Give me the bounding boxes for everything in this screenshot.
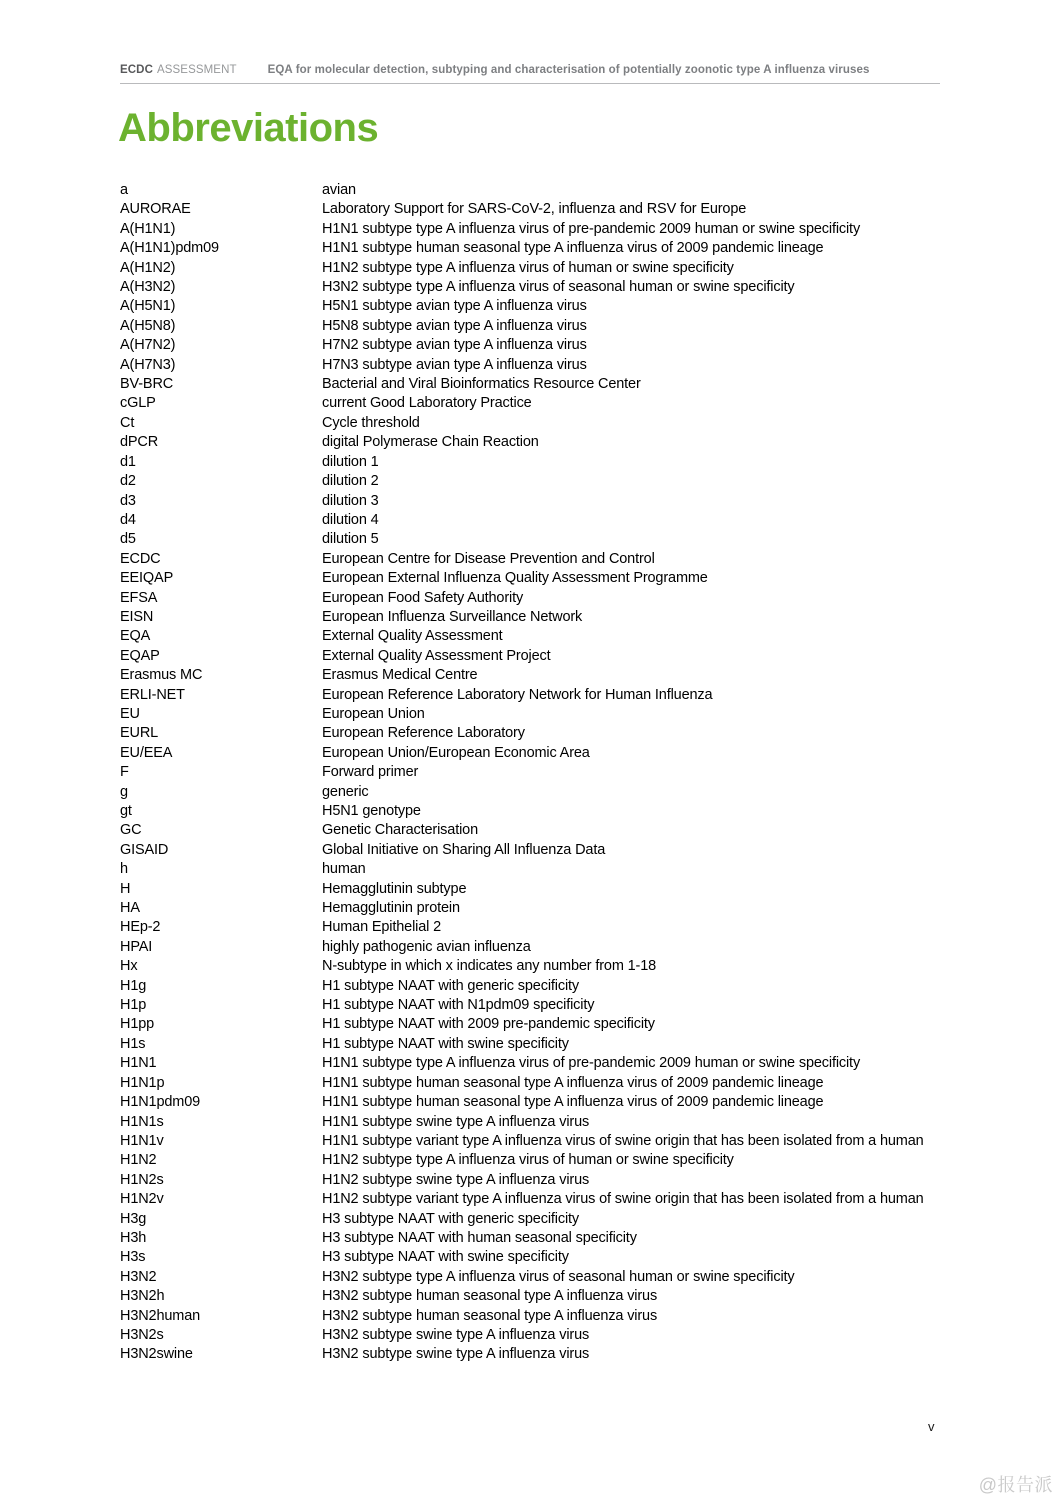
abbreviation-row (120, 336, 944, 355)
report-title: EQA for molecular detection, subtyping and characterisation of potentially zoonotic type A influenza viruses (267, 64, 870, 76)
abbreviation-term: gt (120, 803, 132, 819)
abbreviation-definition: Erasmus Medical Centre (322, 667, 478, 684)
abbreviation-definition: European Union (322, 705, 425, 722)
page-number: v (928, 1419, 935, 1434)
abbreviation-definition: H5N8 subtype avian type A influenza virus (322, 317, 587, 334)
abbreviation-term: d5 (120, 531, 136, 548)
abbreviation-term: dPCR (120, 434, 159, 451)
abbreviation-term: EURL (120, 725, 159, 742)
abbreviation-row (120, 1229, 944, 1248)
abbreviation-term: ERLI-NET (120, 686, 185, 703)
abbreviation-row (120, 200, 944, 219)
abbreviation-definition: External Quality Assessment (322, 628, 503, 645)
abbreviation-row (120, 472, 944, 491)
abbreviation-term: A(H1N1)pdm09 (120, 240, 219, 257)
abbreviation-row (120, 375, 944, 394)
abbreviation-term: EQA (120, 628, 151, 645)
abbreviation-definition: H3N2 subtype type A influenza virus of seasonal human or swine specificity (322, 1268, 795, 1285)
abbreviation-row (120, 259, 944, 278)
abbreviation-row (120, 841, 944, 860)
abbreviation-term: HA (120, 900, 140, 917)
abbreviation-term: EFSA (120, 589, 158, 606)
abbreviation-row (120, 1190, 944, 1209)
abbreviation-row (120, 821, 944, 840)
abbreviation-term: H3N2 (120, 1268, 157, 1285)
abbreviation-row (120, 511, 944, 530)
abbreviation-term: H3N2h (120, 1288, 165, 1305)
abbreviation-definition: H7N2 subtype avian type A influenza virus (322, 337, 587, 354)
abbreviation-term: H1N2 (120, 1152, 157, 1169)
abbreviation-row (120, 860, 944, 879)
abbreviation-row (120, 705, 944, 724)
abbreviation-row (120, 433, 944, 452)
abbreviation-row (120, 239, 944, 258)
abbreviation-definition: highly pathogenic avian influenza (322, 938, 531, 955)
abbreviation-row (120, 356, 944, 375)
abbreviation-term: a (120, 182, 128, 198)
abbreviation-row (120, 1113, 944, 1132)
page-title: Abbreviations (118, 106, 379, 150)
abbreviation-definition: H3 subtype NAAT with swine specificity (322, 1249, 569, 1266)
abbreviation-term: H1N1v (120, 1132, 164, 1149)
abbreviation-term: H3N2swine (120, 1346, 193, 1363)
abbreviation-term: H1s (120, 1035, 146, 1052)
abbreviation-definition: H3N2 subtype human seasonal type A influenza virus (322, 1288, 658, 1305)
abbreviation-row (120, 724, 944, 743)
abbreviation-definition: Forward primer (322, 764, 419, 781)
abbreviation-definition: N-subtype in which x indicates any number from 1-18 (322, 958, 657, 975)
abbreviation-term: g (120, 783, 128, 800)
abbreviation-term: EQAP (120, 647, 160, 664)
abbreviation-definition: H1N1 subtype type A influenza virus of pre-pandemic 2009 human or swine specificity (322, 220, 861, 237)
abbreviation-definition: H3N2 subtype human seasonal type A influenza virus (322, 1307, 658, 1324)
abbreviation-definition: H3N2 subtype swine type A influenza virus (322, 1346, 590, 1363)
abbreviation-row (120, 1268, 944, 1287)
abbreviation-definition: Cycle threshold (322, 414, 420, 431)
abbreviation-term: H1N1 (120, 1055, 157, 1072)
abbreviation-row (120, 394, 944, 413)
abbreviation-definition: Hemagglutinin protein (322, 900, 460, 917)
abbreviation-term: AURORAE (120, 201, 191, 218)
abbreviation-definition: European External Influenza Quality Assessment Programme (322, 570, 708, 587)
abbreviation-definition: current Good Laboratory Practice (322, 395, 532, 412)
abbreviation-definition: H1 subtype NAAT with swine specificity (322, 1035, 569, 1052)
abbreviation-term: H1N2s (120, 1171, 164, 1188)
abbreviation-definition: H3N2 subtype swine type A influenza virus (322, 1326, 590, 1343)
abbreviation-row (120, 1326, 944, 1345)
abbreviation-row (120, 783, 944, 802)
abbreviation-term: A(H1N1) (120, 220, 176, 237)
abbreviation-row (120, 1015, 944, 1034)
abbreviation-definition: dilution 1 (322, 453, 379, 470)
abbreviation-row (120, 1248, 944, 1267)
abbreviation-row (120, 1054, 944, 1073)
abbreviation-definition: European Centre for Disease Prevention and Control (322, 550, 655, 567)
assessment-label: ASSESSMENT (157, 64, 237, 76)
abbreviation-term: H (120, 880, 131, 897)
abbreviation-definition: H1N2 subtype type A influenza virus of human or swine specificity (322, 1152, 734, 1169)
abbreviation-definition: H1N1 subtype human seasonal type A influenza virus of 2009 pandemic lineage (322, 1074, 824, 1091)
abbreviation-row (120, 918, 944, 937)
abbreviation-term: H3s (120, 1249, 146, 1266)
abbreviation-term: H1N1s (120, 1113, 164, 1130)
abbreviation-row (120, 1074, 944, 1093)
abbreviation-definition: dilution 4 (322, 511, 379, 528)
abbreviation-term: cGLP (120, 395, 156, 412)
abbreviation-definition: dilution 3 (322, 492, 379, 509)
abbreviation-definition: Hemagglutinin subtype (322, 880, 467, 897)
abbreviation-definition: generic (322, 783, 369, 800)
abbreviation-row (120, 1171, 944, 1190)
abbreviation-row (120, 666, 944, 685)
running-header (120, 64, 940, 76)
header-divider (120, 83, 940, 84)
abbreviation-definition: Bacterial and Viral Bioinformatics Resource Center (322, 376, 641, 393)
abbreviation-definition: H3N2 subtype type A influenza virus of seasonal human or swine specificity (322, 279, 795, 296)
abbreviation-row (120, 1035, 944, 1054)
abbreviation-term: Erasmus MC (120, 667, 203, 684)
abbreviation-row (120, 278, 944, 297)
abbreviation-term: Hx (120, 958, 138, 975)
abbreviation-definition: dilution 2 (322, 473, 379, 490)
abbreviation-row (120, 181, 944, 200)
abbreviation-term: EEIQAP (120, 570, 174, 587)
abbreviation-definition: H1 subtype NAAT with N1pdm09 specificity (322, 997, 595, 1014)
abbreviation-row (120, 1132, 944, 1151)
abbreviation-term: HEp-2 (120, 919, 161, 936)
abbreviation-definition: human (322, 861, 366, 878)
abbreviation-row (120, 938, 944, 957)
abbreviation-row (120, 414, 944, 433)
abbreviation-row (120, 977, 944, 996)
abbreviation-term: H1N2v (120, 1191, 164, 1208)
abbreviation-row (120, 763, 944, 782)
abbreviation-definition: Laboratory Support for SARS-CoV-2, influenza and RSV for Europe (322, 201, 747, 218)
abbreviation-term: H1N1p (120, 1074, 165, 1091)
abbreviation-row (120, 492, 944, 511)
abbreviation-term: A(H5N1) (120, 298, 176, 315)
abbreviation-row (120, 1093, 944, 1112)
abbreviation-definition: H1 subtype NAAT with 2009 pre-pandemic specificity (322, 1016, 655, 1033)
abbreviation-definition: Human Epithelial 2 (322, 919, 442, 936)
abbreviation-row (120, 996, 944, 1015)
abbreviation-definition: digital Polymerase Chain Reaction (322, 434, 539, 451)
abbreviation-term: H1pp (120, 1016, 155, 1033)
abbreviation-definition: H1N2 subtype type A influenza virus of human or swine specificity (322, 259, 734, 276)
abbreviation-term: GC (120, 822, 142, 839)
abbreviation-term: EU/EEA (120, 744, 173, 761)
abbreviation-definition: European Reference Laboratory (322, 725, 525, 742)
abbreviation-term: EISN (120, 608, 154, 625)
abbreviation-term: BV-BRC (120, 376, 174, 393)
abbreviation-row (120, 589, 944, 608)
abbreviation-term: d4 (120, 511, 136, 528)
abbreviation-definition: H1 subtype NAAT with generic specificity (322, 977, 579, 994)
watermark: @报告派 (978, 1475, 1053, 1495)
abbreviation-row (120, 1287, 944, 1306)
abbreviation-term: H3g (120, 1210, 147, 1227)
abbreviation-term: A(H1N2) (120, 259, 176, 276)
abbreviation-definition: H1N1 subtype type A influenza virus of pre-pandemic 2009 human or swine specificity (322, 1055, 861, 1072)
abbreviation-definition: External Quality Assessment Project (322, 647, 551, 664)
abbreviation-definition: European Influenza Surveillance Network (322, 608, 583, 625)
abbreviation-row (120, 899, 944, 918)
abbreviation-definition: H3 subtype NAAT with generic specificity (322, 1210, 579, 1227)
abbreviation-term: d3 (120, 492, 136, 509)
abbreviation-definition: H1N1 subtype swine type A influenza virus (322, 1113, 590, 1130)
abbreviation-term: ECDC (120, 550, 161, 567)
abbreviation-term: A(H7N3) (120, 356, 176, 373)
abbreviation-row (120, 608, 944, 627)
abbreviation-term: Ct (120, 414, 135, 431)
abbreviation-definition: H1N1 subtype human seasonal type A influenza virus of 2009 pandemic lineage (322, 1094, 824, 1111)
abbreviation-definition: H1N1 subtype human seasonal type A influenza virus of 2009 pandemic lineage (322, 240, 824, 257)
abbreviation-term: H1p (120, 997, 147, 1014)
abbreviation-term: F (120, 764, 129, 781)
abbreviation-definition: H7N3 subtype avian type A influenza virus (322, 356, 587, 373)
abbreviation-term: H1N1pdm09 (120, 1094, 201, 1111)
abbreviation-definition: European Union/European Economic Area (322, 744, 590, 761)
abbreviation-row (120, 550, 944, 569)
abbreviation-row (120, 530, 944, 549)
abbreviation-definition: European Food Safety Authority (322, 589, 524, 606)
abbreviation-row (120, 297, 944, 316)
abbreviation-row (120, 957, 944, 976)
abbreviation-term: EU (120, 705, 140, 722)
abbreviation-definition: Genetic Characterisation (322, 822, 478, 839)
abbreviation-definition: H1N2 subtype variant type A influenza virus of swine origin that has been isolated from a human (322, 1191, 924, 1208)
abbreviation-row (120, 317, 944, 336)
abbreviation-term: A(H3N2) (120, 279, 176, 296)
abbreviation-row (120, 880, 944, 899)
abbreviation-row (120, 220, 944, 239)
abbreviation-definition: H1N2 subtype swine type A influenza virus (322, 1171, 590, 1188)
abbreviation-row (120, 744, 944, 763)
abbreviation-row (120, 647, 944, 666)
abbreviation-term: d1 (120, 453, 136, 470)
abbreviation-definition: dilution 5 (322, 531, 379, 548)
abbreviation-row (120, 686, 944, 705)
abbreviation-row (120, 1151, 944, 1170)
abbreviation-term: HPAI (120, 938, 153, 955)
abbreviation-row (120, 802, 944, 821)
abbreviation-term: A(H7N2) (120, 337, 176, 354)
abbreviation-definition: H3 subtype NAAT with human seasonal specificity (322, 1229, 637, 1246)
abbreviation-row (120, 627, 944, 646)
abbreviation-row (120, 453, 944, 472)
abbreviation-definition: European Reference Laboratory Network for Human Influenza (322, 686, 713, 703)
abbreviation-term: H3N2s (120, 1326, 164, 1343)
abbreviation-definition: H5N1 subtype avian type A influenza virus (322, 298, 587, 315)
abbreviation-term: GISAID (120, 841, 169, 858)
abbreviation-term: d2 (120, 473, 136, 490)
abbreviations-list (120, 181, 944, 1365)
abbreviation-definition: Global Initiative on Sharing All Influenza Data (322, 841, 606, 858)
abbreviation-term: h (120, 861, 128, 878)
ecdc-brand-label: ECDC (120, 64, 153, 76)
abbreviation-row (120, 1210, 944, 1229)
abbreviation-row (120, 569, 944, 588)
abbreviation-definition: avian (322, 182, 356, 198)
abbreviation-term: A(H5N8) (120, 317, 176, 334)
abbreviation-definition: H5N1 genotype (322, 803, 421, 819)
abbreviation-term: H1g (120, 977, 147, 994)
abbreviation-row (120, 1345, 944, 1364)
abbreviation-term: H3N2human (120, 1307, 201, 1324)
abbreviation-definition: H1N1 subtype variant type A influenza virus of swine origin that has been isolated from a human (322, 1132, 924, 1149)
abbreviation-term: H3h (120, 1229, 147, 1246)
abbreviation-row (120, 1307, 944, 1326)
